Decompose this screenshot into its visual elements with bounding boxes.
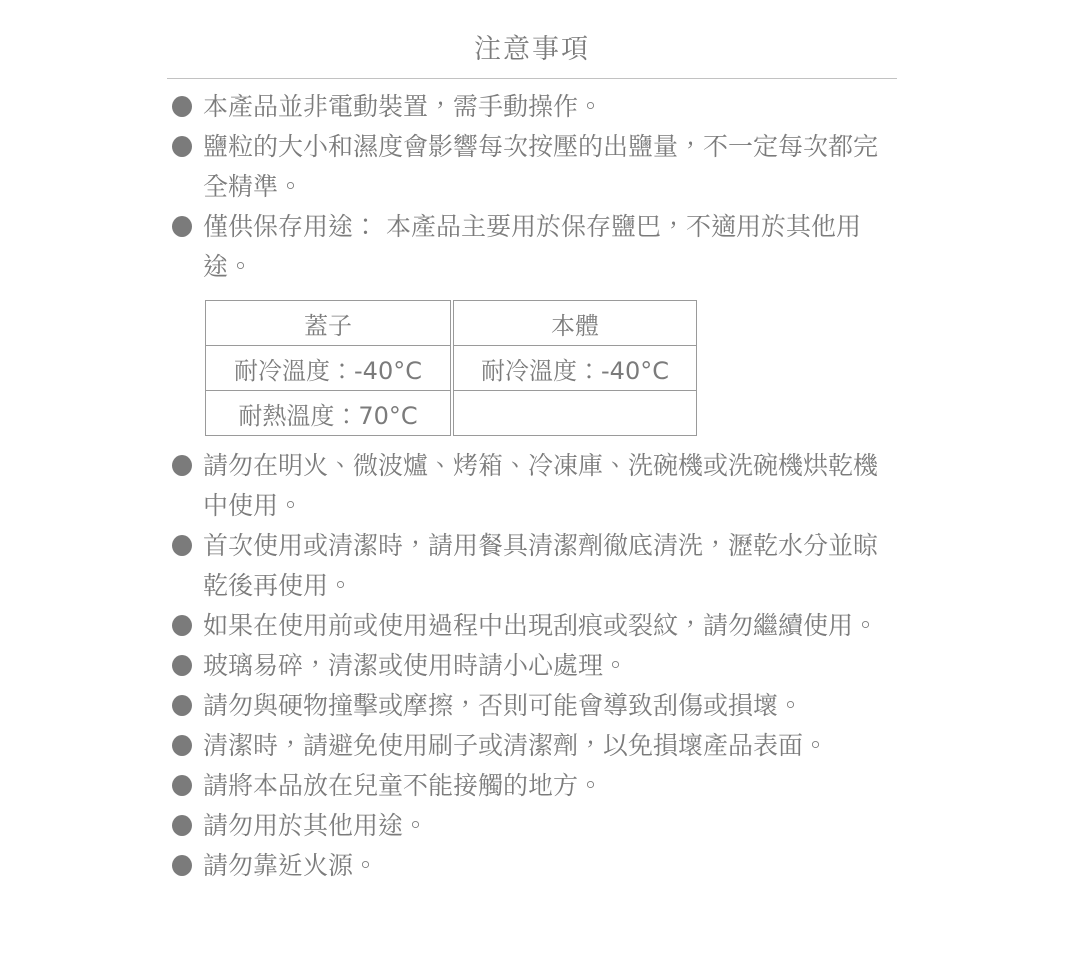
- page-title: 注意事項: [474, 34, 590, 65]
- note-text: 請將本品放在兒童不能接觸的地方。: [203, 771, 604, 800]
- list-item: [167, 446, 897, 526]
- list-item: [167, 207, 897, 287]
- list-item: [167, 686, 897, 726]
- note-text: 請勿靠近火源。: [203, 851, 379, 880]
- bullet-dot-icon: [172, 855, 192, 876]
- list-item: [167, 846, 897, 886]
- notes-list-bottom: [167, 446, 897, 886]
- bullet-dot-icon: [172, 455, 192, 476]
- note-text: 本產品並非電動裝置，需手動操作。: [203, 92, 604, 121]
- note-text: 請勿在明火、微波爐、烤箱、冷凍庫、洗碗機或洗碗機烘乾機中使用。: [203, 451, 879, 520]
- list-item: [167, 806, 897, 846]
- body-header-cell: 本體: [454, 301, 697, 346]
- body-spec-table: [453, 300, 697, 436]
- bullet-dot-icon: [172, 695, 192, 716]
- list-item: [167, 606, 897, 646]
- list-item: [167, 766, 897, 806]
- note-text: 如果在使用前或使用過程中出現刮痕或裂紋，請勿繼續使用。: [203, 611, 879, 640]
- bullet-dot-icon: [172, 655, 192, 676]
- list-item: [167, 526, 897, 606]
- note-text: 僅供保存用途： 本產品主要用於保存鹽巴，不適用於其他用途。: [203, 212, 861, 281]
- bullet-dot-icon: [172, 615, 192, 636]
- bullet-dot-icon: [172, 775, 192, 796]
- list-item: [167, 127, 897, 207]
- bullet-dot-icon: [172, 735, 192, 756]
- body-cold-resistance-cell: 耐冷溫度：-40°C: [454, 346, 697, 391]
- lid-header-cell: 蓋子: [206, 301, 451, 346]
- title-divider: [167, 78, 897, 79]
- note-text: 鹽粒的大小和濕度會影響每次按壓的出鹽量，不一定每次都完全精準。: [203, 132, 879, 201]
- note-text: 清潔時，請避免使用刷子或清潔劑，以免損壞產品表面。: [203, 731, 829, 760]
- lid-heat-resistance-cell: 耐熱溫度：70°C: [206, 391, 451, 436]
- bullet-dot-icon: [172, 216, 192, 237]
- list-item: [167, 726, 897, 766]
- bullet-dot-icon: [172, 535, 192, 556]
- bullet-dot-icon: [172, 815, 192, 836]
- lid-spec-table: [205, 300, 451, 436]
- lid-cold-resistance-cell: 耐冷溫度：-40°C: [206, 346, 451, 391]
- temperature-spec-tables: [205, 300, 897, 436]
- list-item: [167, 87, 897, 127]
- note-text: 請勿與硬物撞擊或摩擦，否則可能會導致刮傷或損壞。: [203, 691, 804, 720]
- note-text: 請勿用於其他用途。: [203, 811, 429, 840]
- notes-list-top: [167, 87, 897, 287]
- bullet-dot-icon: [172, 136, 192, 157]
- note-text: 首次使用或清潔時，請用餐具清潔劑徹底清洗，瀝乾水分並晾乾後再使用。: [203, 531, 879, 600]
- note-text: 玻璃易碎，清潔或使用時請小心處理。: [203, 651, 629, 680]
- body-empty-cell: [454, 391, 697, 436]
- notice-document: [167, 0, 897, 886]
- list-item: [167, 646, 897, 686]
- bullet-dot-icon: [172, 96, 192, 117]
